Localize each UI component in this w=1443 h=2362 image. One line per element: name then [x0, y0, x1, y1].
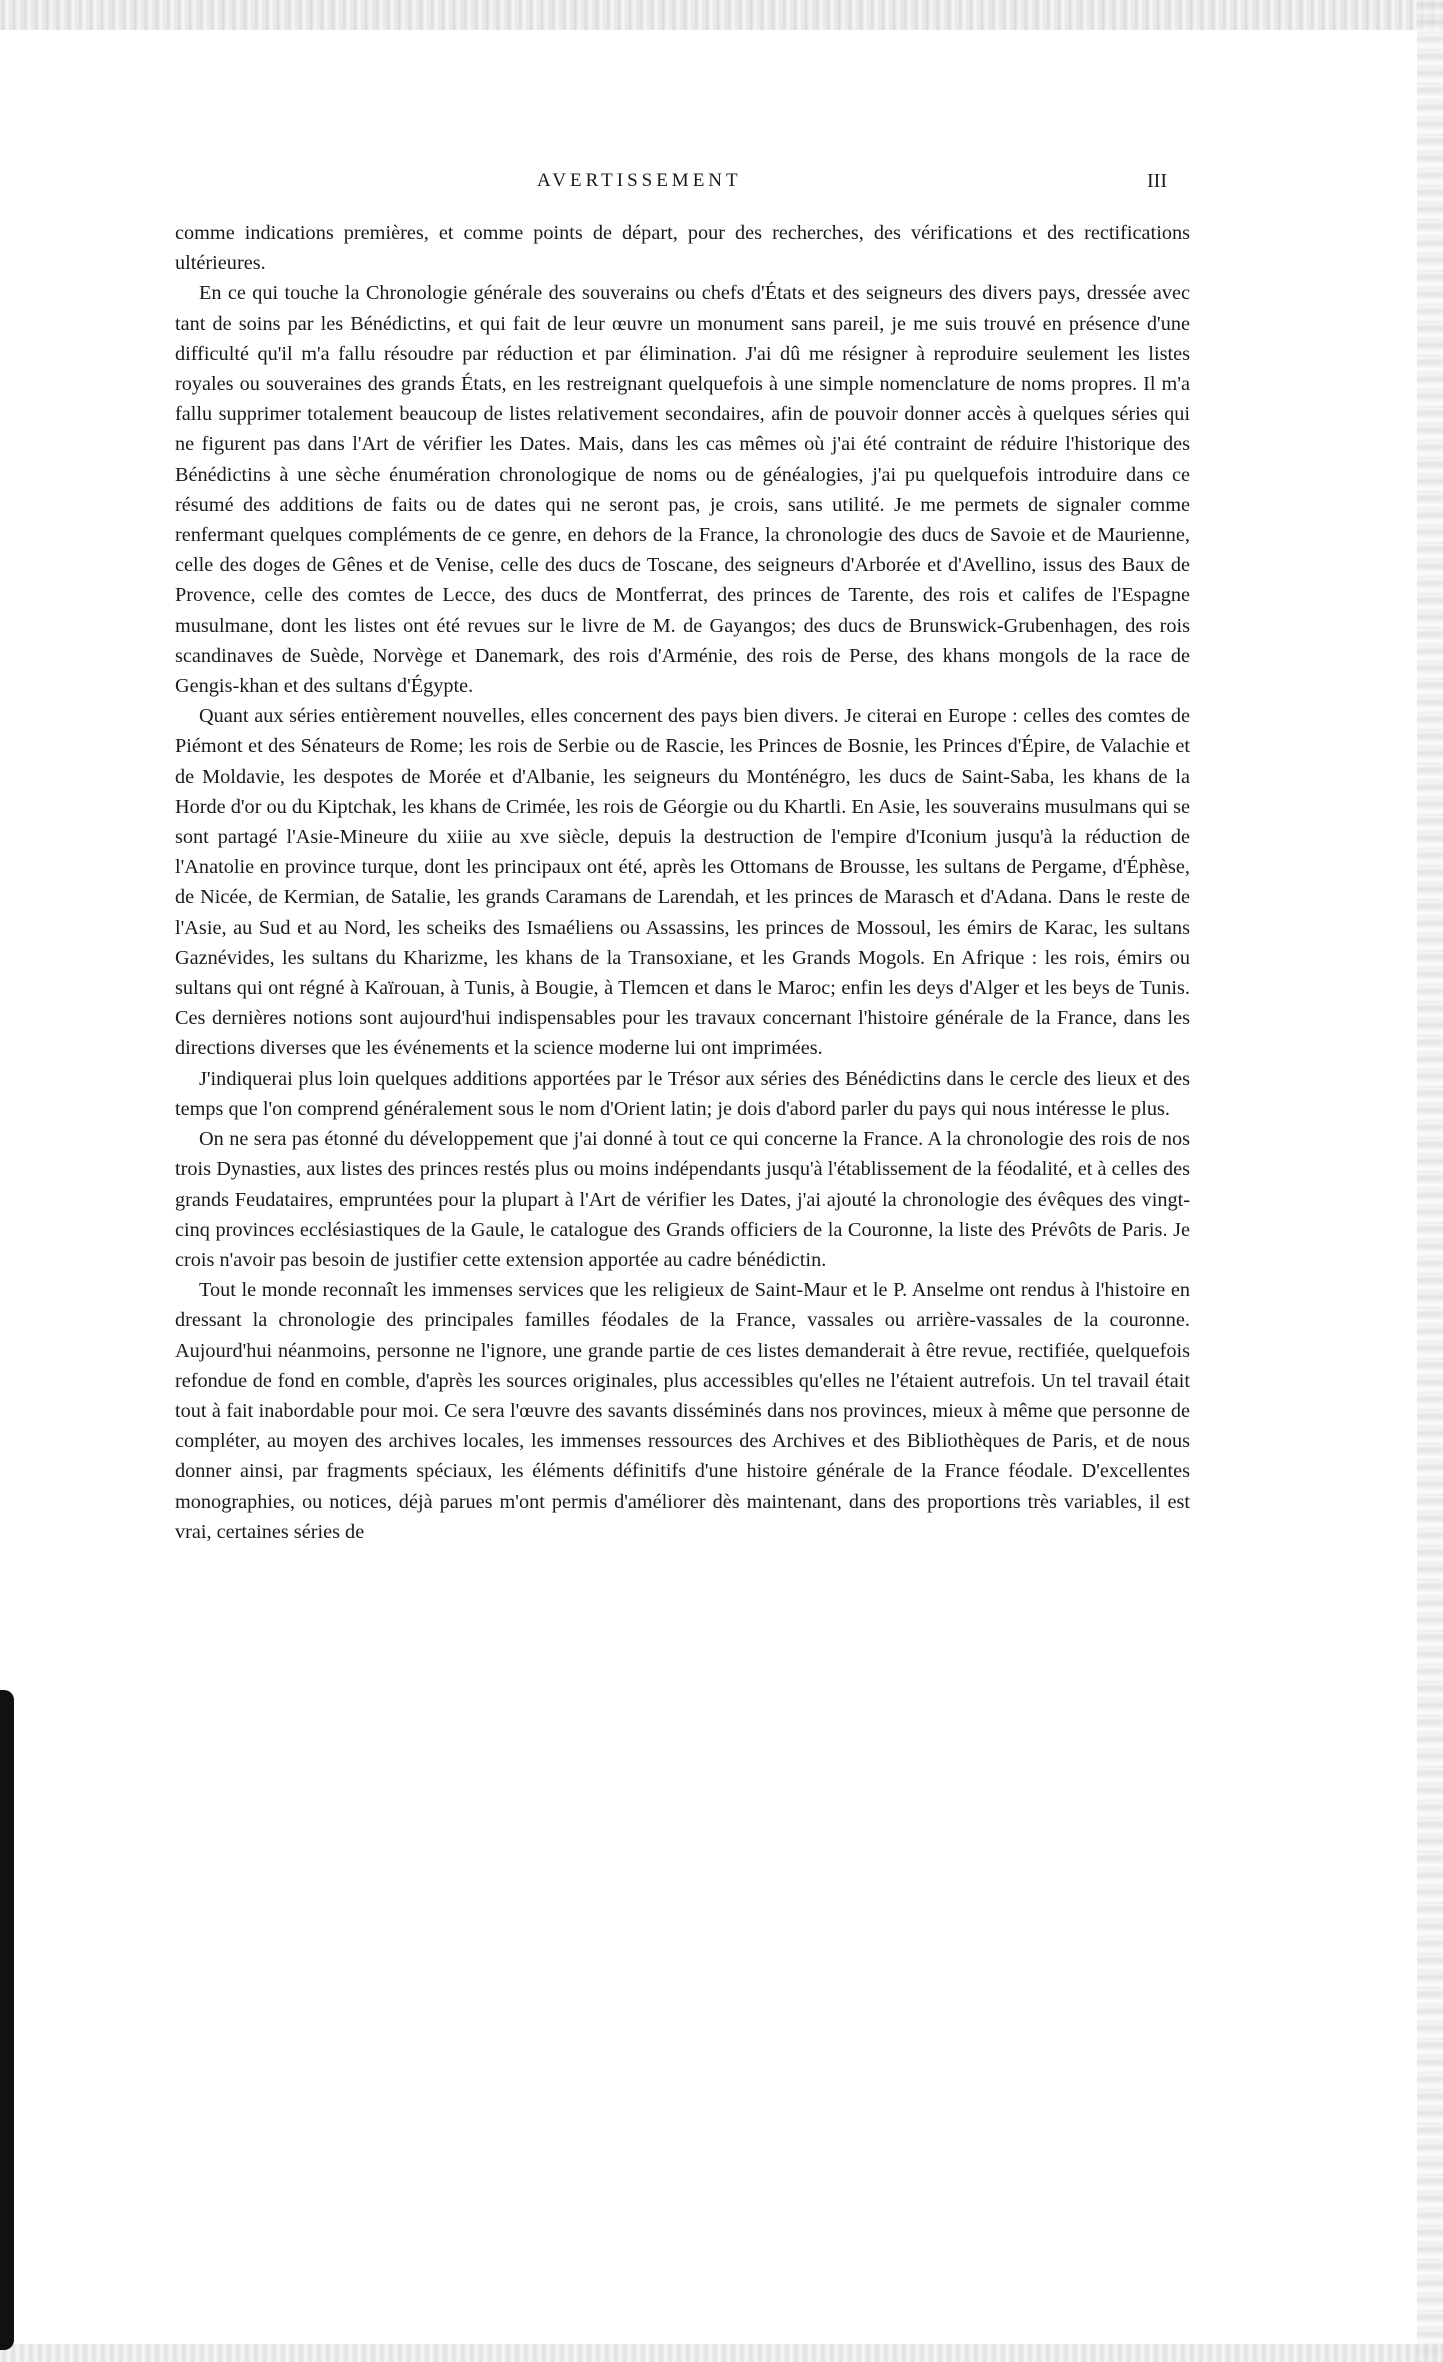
scan-edge-bottom	[0, 2344, 1443, 2362]
paragraph-france: On ne sera pas étonné du développement que j'ai donné à tout ce qui concerne la France. A la chronologie des rois de nos trois Dynasties, aux listes des princes restés plus ou moins indépendants jusqu'à l'établissement de la féodalité, et à celles des grands Feudataires, empruntées pour la plupart à l'Art de vérifier les Dates, j'ai ajouté la chronologie des évêques des vingt-cinq provinces ecclésiastiques de la Gaule, le catalogue des Grands officiers de la Couronne, la liste des Prévôts de Paris. Je crois n'avoir pas besoin de justifier cette extension apportée au cadre bénédictin.	[175, 1128, 1190, 1271]
paragraph-familles-feodales: Tout le monde reconnaît les immenses services que les religieux de Saint-Maur et le P. Anselme ont rendus à l'histoire en dressant la chronologie des principales familles féodales de la France, vassales ou arrière-vassales de la couronne. Aujourd'hui néanmoins, personne ne l'ignore, une grande partie de ces listes demanderait à être revue, rectifiée, quelquefois refondue de fond en comble, d'après les sources originales, plus accessibles qu'elles ne l'étaient autrefois. Un tel travail était tout à fait inabordable pour moi. Ce sera l'œuvre des savants disséminés dans nos provinces, mieux à même que personne de compléter, au moyen des archives locales, les immenses ressources des Archives et des Bibliothèques de Paris, et de nous donner ainsi, par fragments spéciaux, les éléments définitifs d'une histoire générale de la France féodale. D'excellentes monographies, ou notices, déjà parues m'ont permis d'améliorer dès maintenant, dans des proportions très variables, il est vrai, certaines séries de	[175, 1279, 1190, 1543]
paragraph-orient-latin: J'indiquerai plus loin quelques additions apportées par le Trésor aux séries des Bénédictins dans le cercle des lieux et des temps que l'on comprend généralement sous le nom d'Orient latin; je dois d'abord parler du pays qui nous intéresse le plus.	[175, 1067, 1190, 1120]
paragraph-series-nouvelles: Quant aux séries entièrement nouvelles, elles concernent des pays bien divers. Je citerai en Europe : celles des comtes de Piémont et des Sénateurs de Rome; les rois de Serbie ou de Rascie, les Princes de Bosnie, les Princes d'Épire, de Valachie et de Moldavie, les despotes de Morée et d'Albanie, les seigneurs du Monténégro, les ducs de Saint-Saba, les khans de la Horde d'or ou du Kiptchak, les khans de Crimée, les rois de Géorgie ou du Khartli. En Asie, les souverains musulmans qui se sont partagé l'Asie-Mineure du xiiie au xve siècle, depuis la destruction de l'empire d'Iconium jusqu'à la réduction de l'Anatolie en province turque, dont les principaux ont été, après les Ottomans de Brousse, les sultans de Pergame, d'Éphèse, de Nicée, de Kermian, de Satalie, les grands Caramans de Larendah, et les princes de Marasch et d'Adana. Dans le reste de l'Asie, au Sud et au Nord, les scheiks des Ismaéliens ou Assassins, les princes de Mossoul, les émirs de Karac, les sultans Gaznévides, les sultans du Kharizme, les khans de la Transoxiane, et les Grands Mogols. En Afrique : les rois, émirs ou sultans qui ont régné à Kaïrouan, à Tunis, à Bougie, à Tlemcen et dans le Maroc; enfin les deys d'Alger et les beys de Tunis. Ces dernières notions sont aujourd'hui indispensables pour les travaux concernant l'histoire générale de la France, dans les directions diverses que les événements et la science moderne lui ont imprimées.	[175, 705, 1190, 1060]
running-title: AVERTISSEMENT	[537, 170, 742, 191]
body-text	[175, 218, 1190, 1547]
page-number: III	[1147, 170, 1167, 192]
running-head	[0, 170, 1443, 204]
scan-binding-shadow	[0, 1690, 14, 2350]
paragraph-continued: comme indications premières, et comme points de départ, pour des recherches, des vérifications et des rectifications ultérieures.	[175, 222, 1190, 275]
scan-edge-right	[1417, 0, 1443, 2362]
scan-edge-top	[0, 0, 1443, 30]
paragraph-chronologie-generale: En ce qui touche la Chronologie générale des souverains ou chefs d'États et des seigneurs des divers pays, dressée avec tant de soins par les Bénédictins, et qui fait de leur œuvre un monument sans pareil, je me suis trouvé en présence d'une difficulté qu'il m'a fallu résoudre par réduction et par élimination. J'ai dû me résigner à reproduire seulement les listes royales ou souveraines des grands États, en les restreignant quelquefois à une simple nomenclature de noms propres. Il m'a fallu supprimer totalement beaucoup de listes relativement secondaires, afin de pouvoir donner accès à quelques séries qui ne figurent pas dans l'Art de vérifier les Dates. Mais, dans les cas mêmes où j'ai été contraint de réduire l'historique des Bénédictins à une sèche énumération chronologique de noms ou de généalogies, j'ai pu quelquefois introduire dans ce résumé des additions de faits ou de dates qui ne seront pas, je crois, sans utilité. Je me permets de signaler comme renfermant quelques compléments de ce genre, en dehors de la France, la chronologie des ducs de Savoie et de Maurienne, celle des doges de Gênes et de Venise, celle des ducs de Toscane, des seigneurs d'Arborée et d'Avellino, issus des Baux de Provence, celle des comtes de Lecce, des ducs de Montferrat, des princes de Tarente, des rois et califes de l'Espagne musulmane, dont les listes ont été revues sur le livre de M. de Gayangos; des ducs de Brunswick-Grubenhagen, des rois scandinaves de Suède, Norvège et Danemark, des rois d'Arménie, des rois de Perse, des khans mongols de la race de Gengis-khan et des sultans d'Égypte.	[175, 282, 1190, 698]
